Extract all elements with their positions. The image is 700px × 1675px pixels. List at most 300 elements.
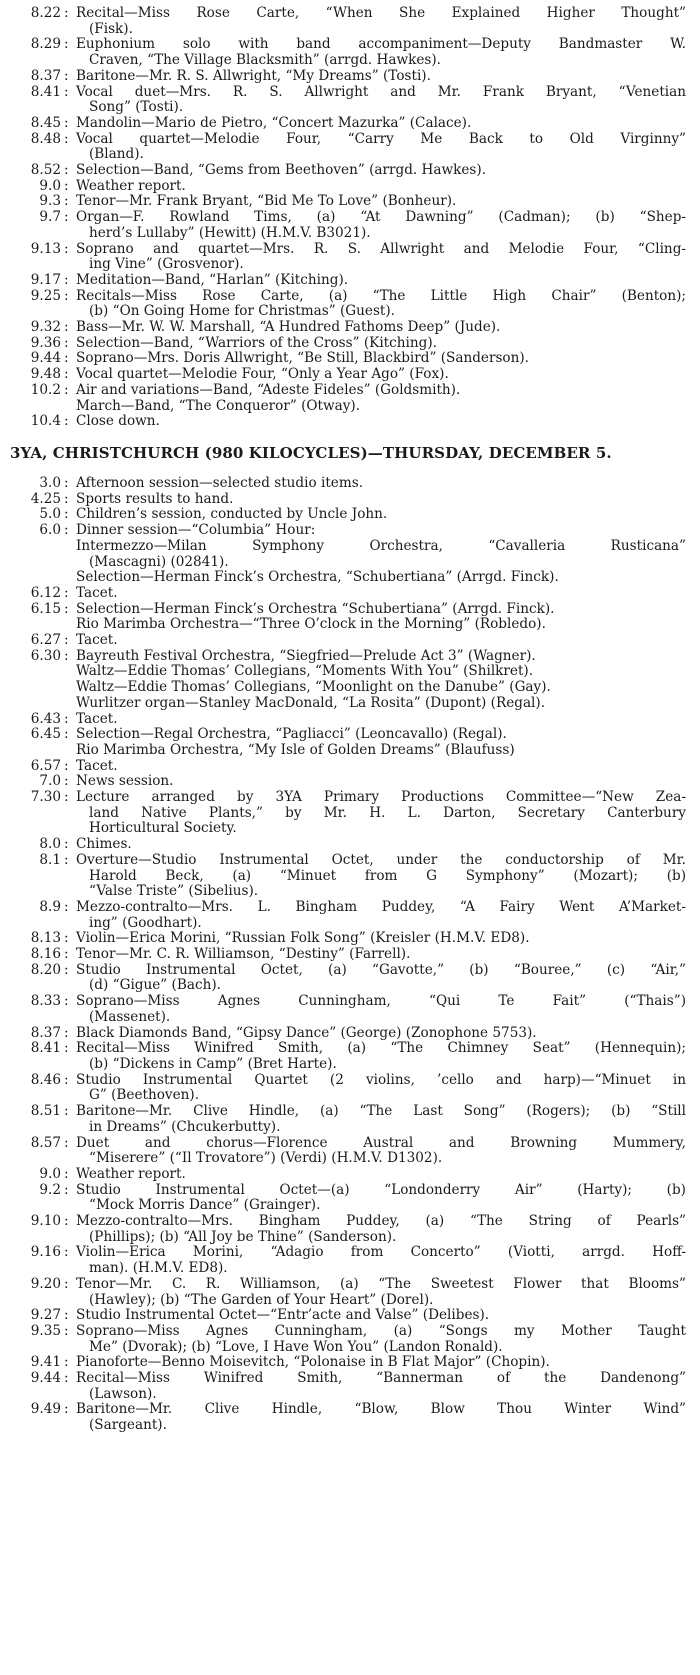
time-separator: : <box>64 1181 69 1198</box>
time-separator: : <box>64 1040 69 1057</box>
entry-time: 9.7 <box>39 209 61 226</box>
entry-description <box>76 1371 686 1402</box>
time-separator: : <box>64 1401 69 1418</box>
programme-entry <box>10 507 686 523</box>
entry-description <box>76 790 686 837</box>
time-separator: : <box>64 490 69 507</box>
entry-line: Tacet. <box>76 710 118 727</box>
entry-line: Recital—Miss Rose Carte, “When She Explained Higher Thought” <box>76 5 686 21</box>
entry-line: Mandolin—Mario de Pietro, “Concert Mazurka” (Calace). <box>76 114 472 131</box>
entry-line: Studio Instrumental Octet, (a) “Gavotte,” (b) “Bouree,” (c) “Air,” <box>76 961 686 978</box>
time-separator: : <box>64 319 69 336</box>
entry-time: 8.41 <box>30 1040 61 1057</box>
entry-description <box>76 37 686 68</box>
entry-description <box>76 1183 686 1214</box>
entry-time: 9.36 <box>30 334 61 351</box>
entry-time: 7.0 <box>39 773 61 790</box>
time-separator: : <box>64 1165 69 1182</box>
entry-line: Overture—Studio Instrumental Octet, under the conductorship of Mr. <box>76 851 686 868</box>
entry-description <box>76 492 686 508</box>
entry-description <box>76 507 686 523</box>
entry-line: G” (Beethoven). <box>89 1087 200 1104</box>
entry-description <box>76 1277 686 1308</box>
entry-line: Lecture arranged by 3YA Primary Productions Committee—“New Zea- <box>76 789 686 806</box>
programme-entry <box>10 1324 686 1355</box>
entry-time: 6.43 <box>30 710 61 727</box>
entry-time: 8.41 <box>30 83 61 100</box>
entry-time: 9.27 <box>30 1307 61 1324</box>
time-separator: : <box>64 773 69 790</box>
programme-entry <box>10 994 686 1025</box>
programme-entry <box>10 790 686 837</box>
entry-line: Selection—Herman Finck’s Orchestra “Schubertiana” (Arrgd. Finck). <box>76 600 555 617</box>
entry-line: Horticultural Society. <box>89 820 237 837</box>
entry-description <box>76 351 686 367</box>
programme-entry <box>10 210 686 241</box>
programme-entry <box>10 273 686 289</box>
entry-line: Euphonium solo with band accompaniment—Deputy Bandmaster W. <box>76 36 686 53</box>
programme-entry <box>10 1355 686 1371</box>
entry-line: Organ—F. Rowland Tims, (a) “At Dawning” (Cadman); (b) “Shep- <box>76 209 686 226</box>
entry-time: 9.13 <box>30 240 61 257</box>
entry-description <box>76 602 686 633</box>
entry-line: (Bland). <box>89 146 144 163</box>
entry-time: 9.44 <box>30 350 61 367</box>
entry-description <box>76 6 686 37</box>
entry-line: ing Vine” (Grosvenor). <box>89 256 244 273</box>
entry-time: 9.32 <box>30 319 61 336</box>
entry-time: 9.49 <box>30 1401 61 1418</box>
entry-line: Recital—Miss Winifred Smith, (a) “The Chimney Seat” (Hennequin); <box>76 1040 686 1057</box>
entry-line: Studio Instrumental Quartet (2 violins, ’cello and harp)—“Minuet in <box>76 1071 686 1088</box>
entry-line: Duet and chorus—Florence Austral and Browning Mummery, <box>76 1134 686 1151</box>
programme-entry <box>10 900 686 931</box>
entry-time: 9.16 <box>30 1244 61 1261</box>
entry-time: 6.57 <box>30 757 61 774</box>
entry-line: Tenor—Mr. C. R. Williamson, “Destiny” (Farrell). <box>76 946 411 963</box>
programme-entry <box>10 602 686 633</box>
entry-time: 9.3 <box>39 193 61 210</box>
entry-time: 6.27 <box>30 632 61 649</box>
entry-time: 8.22 <box>30 5 61 21</box>
entry-description <box>76 1104 686 1135</box>
entry-line: (b) “On Going Home for Christmas” (Guest). <box>89 303 396 320</box>
entry-description <box>76 900 686 931</box>
entry-line: Baritone—Mr. R. S. Allwright, “My Dreams” (Tosti). <box>76 67 431 84</box>
entry-time: 3.0 <box>39 474 61 491</box>
entry-line: Air and variations—Band, “Adeste Fideles” (Goldsmith). <box>76 381 461 398</box>
entry-time: 8.16 <box>30 946 61 963</box>
entry-description <box>76 414 686 430</box>
entry-description <box>76 163 686 179</box>
entry-line: (Fisk). <box>89 20 133 37</box>
time-separator: : <box>64 851 69 868</box>
programme-entry <box>10 931 686 947</box>
entry-description <box>76 1308 686 1324</box>
time-separator: : <box>64 930 69 947</box>
entry-time: 8.37 <box>30 67 61 84</box>
programme-entry <box>10 242 686 273</box>
time-separator: : <box>64 632 69 649</box>
programme-entry <box>10 963 686 994</box>
programme-entry <box>10 1371 686 1402</box>
programme-entry <box>10 132 686 163</box>
entry-description <box>76 994 686 1025</box>
entry-description <box>76 1136 686 1167</box>
programme-entry <box>10 712 686 728</box>
entry-time: 6.15 <box>30 600 61 617</box>
programme-entry <box>10 1026 686 1042</box>
entry-line: March—Band, “The Conqueror” (Otway). <box>76 397 361 414</box>
entry-time: 8.37 <box>30 1024 61 1041</box>
entry-time: 8.20 <box>30 961 61 978</box>
time-separator: : <box>64 240 69 257</box>
entry-description <box>76 523 686 586</box>
programme-entry <box>10 1183 686 1214</box>
time-separator: : <box>64 5 69 21</box>
entry-line: in Dreams” (Chcukerbutty). <box>89 1118 281 1135</box>
entry-line: Vocal quartet—Melodie Four, “Carry Me Back to Old Virginny” <box>76 130 686 147</box>
entry-time: 9.25 <box>30 287 61 304</box>
entry-line: Mezzo-contralto—Mrs. Bingham Puddey, (a) “The String of Pearls” <box>76 1213 686 1230</box>
entry-line: Tenor—Mr. Frank Bryant, “Bid Me To Love” (Bonheur). <box>76 193 457 210</box>
time-separator: : <box>64 130 69 147</box>
entry-description <box>76 242 686 273</box>
time-separator: : <box>64 1071 69 1088</box>
programme-entry <box>10 476 686 492</box>
entry-line: Selection—Regal Orchestra, “Pagliacci” (Leoncavallo) (Regal). <box>76 726 507 743</box>
time-separator: : <box>64 993 69 1010</box>
entry-line: Song” (Tosti). <box>89 99 184 116</box>
entry-time: 8.57 <box>30 1134 61 1151</box>
time-separator: : <box>64 898 69 915</box>
entry-line: Wurlitzer organ—Stanley MacDonald, “La Rosita” (Dupont) (Regal). <box>76 694 546 711</box>
entry-description <box>76 759 686 775</box>
entry-line: Afternoon session—selected studio items. <box>76 474 364 491</box>
entry-line: (Hawley); (b) “The Garden of Your Heart” (Dorel). <box>89 1291 434 1308</box>
entry-description <box>76 963 686 994</box>
programme-entry <box>10 414 686 430</box>
entry-description <box>76 837 686 853</box>
programme-entry <box>10 853 686 900</box>
entry-description <box>76 1355 686 1371</box>
entry-line: Children’s session, conducted by Uncle John. <box>76 506 388 523</box>
entry-description <box>76 194 686 210</box>
entry-line: (Phillips); (b) “All Joy be Thine” (Sanderson). <box>89 1228 397 1245</box>
entry-description <box>76 1073 686 1104</box>
entry-line: Craven, “The Village Blacksmith” (arrgd. Hawkes). <box>89 52 441 69</box>
entry-description <box>76 85 686 116</box>
programme-entry <box>10 947 686 963</box>
time-separator: : <box>64 789 69 806</box>
entry-description <box>76 1167 686 1183</box>
programme-entry <box>10 116 686 132</box>
programme-entry <box>10 6 686 37</box>
entry-line: (Lawson). <box>89 1385 157 1402</box>
time-separator: : <box>64 83 69 100</box>
entry-line: Me” (Dvorak); (b) “Love, I Have Won You” (Landon Ronald). <box>89 1338 503 1355</box>
programme-entry <box>10 649 686 712</box>
entry-line: Waltz—Eddie Thomas’ Collegians, “Moonlight on the Danube” (Gay). <box>76 679 551 696</box>
entry-time: 7.30 <box>30 789 61 806</box>
entry-line: Tacet. <box>76 632 118 649</box>
entry-description <box>76 712 686 728</box>
entry-line: News session. <box>76 773 174 790</box>
time-separator: : <box>64 271 69 288</box>
programme-entry <box>10 1041 686 1072</box>
programme-list-section-two <box>10 476 686 1434</box>
entry-line: (Mascagni) (02841). <box>89 553 229 570</box>
programme-entry <box>10 1136 686 1167</box>
entry-line: Bass—Mr. W. W. Marshall, “A Hundred Fathoms Deep” (Jude). <box>76 319 501 336</box>
entry-description <box>76 132 686 163</box>
programme-entry <box>10 69 686 85</box>
time-separator: : <box>64 600 69 617</box>
programme-entry <box>10 1277 686 1308</box>
entry-description <box>76 586 686 602</box>
entry-line: Intermezzo—Milan Symphony Orchestra, “Cavalleria Rusticana” <box>76 537 686 554</box>
entry-time: 6.45 <box>30 726 61 743</box>
programme-entry <box>10 85 686 116</box>
entry-line: (b) “Dickens in Camp” (Bret Harte). <box>89 1056 337 1072</box>
time-separator: : <box>64 1354 69 1371</box>
entry-description <box>76 179 686 195</box>
programme-entry <box>10 336 686 352</box>
station-heading: 3YA, CHRISTCHURCH (980 KILOCYCLES)—THURSDAY, DECEMBER 5. <box>10 443 612 462</box>
entry-description <box>76 383 686 414</box>
programme-entry <box>10 759 686 775</box>
programme-entry <box>10 1308 686 1324</box>
entry-line: Mezzo-contralto—Mrs. L. Bingham Puddey, “A Fairy Went A’Market- <box>76 898 686 915</box>
programme-entry <box>10 1073 686 1104</box>
entry-description <box>76 367 686 383</box>
time-separator: : <box>64 1307 69 1324</box>
time-separator: : <box>64 506 69 523</box>
entry-line: Harold Beck, (a) “Minuet from G Symphony” (Mozart); (b) <box>89 867 686 884</box>
programme-entry <box>10 194 686 210</box>
time-separator: : <box>64 474 69 491</box>
entry-description <box>76 947 686 963</box>
programme-entry <box>10 289 686 320</box>
time-separator: : <box>64 177 69 194</box>
time-separator: : <box>64 193 69 210</box>
time-separator: : <box>64 1024 69 1041</box>
programme-entry <box>10 1167 686 1183</box>
entry-time: 8.13 <box>30 930 61 947</box>
entry-line: Pianoforte—Benno Moisevitch, “Polonaise in B Flat Major” (Chopin). <box>76 1354 550 1371</box>
entry-time: 9.48 <box>30 366 61 383</box>
entry-line: Dinner session—“Columbia” Hour: <box>76 522 316 539</box>
entry-time: 8.51 <box>30 1103 61 1120</box>
time-separator: : <box>64 366 69 383</box>
entry-description <box>76 774 686 790</box>
entry-line: Bayreuth Festival Orchestra, “Siegfried—Prelude Act 3” (Wagner). <box>76 647 536 664</box>
entry-time: 8.29 <box>30 36 61 53</box>
entry-description <box>76 649 686 712</box>
entry-line: Violin—Erica Morini, “Russian Folk Song” (Kreisler (H.M.V. ED8). <box>76 930 530 947</box>
programme-entry <box>10 1245 686 1276</box>
entry-line: Weather report. <box>76 1165 186 1182</box>
programme-entry <box>10 633 686 649</box>
entry-time: 8.33 <box>30 993 61 1010</box>
entry-line: Violin—Erica Morini, “Adagio from Concerto” (Viotti, arrgd. Hoff- <box>76 1244 686 1261</box>
time-separator: : <box>64 1370 69 1387</box>
programme-entry <box>10 727 686 758</box>
time-separator: : <box>64 114 69 131</box>
entry-description <box>76 1214 686 1245</box>
entry-description <box>76 1324 686 1355</box>
entry-time: 8.9 <box>39 898 61 915</box>
time-separator: : <box>64 1322 69 1339</box>
entry-time: 8.0 <box>39 836 61 853</box>
entry-line: Baritone—Mr. Clive Hindle, “Blow, Blow Thou Winter Wind” <box>76 1401 686 1418</box>
time-separator: : <box>64 162 69 179</box>
entry-time: 9.41 <box>30 1354 61 1371</box>
entry-time: 9.44 <box>30 1370 61 1387</box>
time-separator: : <box>64 1103 69 1120</box>
entry-line: (Sargeant). <box>89 1417 167 1434</box>
entry-line: Recital—Miss Winifred Smith, “Bannerman of the Dandenong” <box>76 1370 686 1387</box>
entry-line: Recitals—Miss Rose Carte, (a) “The Little High Chair” (Benton); <box>76 287 686 304</box>
entry-line: Waltz—Eddie Thomas’ Collegians, “Moments With You” (Shilkret). <box>76 663 534 680</box>
entry-description <box>76 853 686 900</box>
entry-time: 10.4 <box>30 413 61 430</box>
entry-time: 9.10 <box>30 1213 61 1230</box>
entry-line: Studio Instrumental Octet—“Entr’acte and Valse” (Delibes). <box>76 1307 490 1324</box>
time-separator: : <box>64 647 69 664</box>
programme-entry <box>10 837 686 853</box>
time-separator: : <box>64 946 69 963</box>
entry-line: (d) “Gigue” (Bach). <box>89 977 221 994</box>
time-separator: : <box>64 334 69 351</box>
entry-line: “Mock Morris Dance” (Grainger). <box>89 1197 321 1214</box>
entry-time: 5.0 <box>39 506 61 523</box>
entry-description <box>76 1245 686 1276</box>
time-separator: : <box>64 36 69 53</box>
entry-line: ing” (Goodhart). <box>89 914 202 931</box>
entry-description <box>76 931 686 947</box>
entry-description <box>76 336 686 352</box>
entry-line: Soprano—Miss Agnes Cunningham, “Qui Te Fait” (“Thais”) <box>76 993 686 1010</box>
programme-entry <box>10 351 686 367</box>
programme-entry <box>10 179 686 195</box>
entry-time: 8.45 <box>30 114 61 131</box>
entry-time: 6.30 <box>30 647 61 664</box>
entry-line: herd’s Lullaby” (Hewitt) (H.M.V. B3021). <box>89 224 371 241</box>
entry-description <box>76 727 686 758</box>
programme-entry <box>10 37 686 68</box>
programme-entry <box>10 1104 686 1135</box>
entry-description <box>76 1026 686 1042</box>
entry-line: “Valse Triste” (Sibelius). <box>89 883 259 900</box>
entry-line: Soprano and quartet—Mrs. R. S. Allwright and Melodie Four, “Cling- <box>76 240 686 257</box>
programme-entry <box>10 1402 686 1433</box>
entry-description <box>76 69 686 85</box>
programme-entry <box>10 163 686 179</box>
entry-time: 9.0 <box>39 177 61 194</box>
time-separator: : <box>64 287 69 304</box>
time-separator: : <box>64 584 69 601</box>
entry-line: land Native Plants,” by Mr. H. L. Darton, Secretary Canterbury <box>89 804 686 821</box>
entry-line: Selection—Band, “Gems from Beethoven” (arrgd. Hawkes). <box>76 162 487 179</box>
time-separator: : <box>64 381 69 398</box>
time-separator: : <box>64 836 69 853</box>
entry-line: Soprano—Miss Agnes Cunningham, (a) “Songs my Mother Taught <box>76 1322 686 1339</box>
entry-line: Rio Marimba Orchestra—“Three O’clock in the Morning” (Robledo). <box>76 616 546 633</box>
time-separator: : <box>64 350 69 367</box>
entry-time: 8.52 <box>30 162 61 179</box>
entry-time: 9.2 <box>39 1181 61 1198</box>
entry-line: man). (H.M.V. ED8). <box>89 1260 228 1277</box>
entry-time: 9.35 <box>30 1322 61 1339</box>
time-separator: : <box>64 757 69 774</box>
entry-description <box>76 1041 686 1072</box>
entry-line: Vocal duet—Mrs. R. S. Allwright and Mr. Frank Bryant, “Venetian <box>76 83 686 100</box>
programme-entry <box>10 320 686 336</box>
time-separator: : <box>64 1244 69 1261</box>
time-separator: : <box>64 961 69 978</box>
programme-entry <box>10 586 686 602</box>
entry-line: Black Diamonds Band, “Gipsy Dance” (George) (Zonophone 5753). <box>76 1024 537 1041</box>
time-separator: : <box>64 413 69 430</box>
entry-line: Weather report. <box>76 177 186 194</box>
programme-list-section-one <box>10 6 686 430</box>
entry-description <box>76 633 686 649</box>
entry-line: Vocal quartet—Melodie Four, “Only a Year Ago” (Fox). <box>76 366 449 383</box>
time-separator: : <box>64 209 69 226</box>
entry-line: Tacet. <box>76 757 118 774</box>
time-separator: : <box>64 522 69 539</box>
entry-line: (Massenet). <box>89 1008 171 1025</box>
programme-entry <box>10 367 686 383</box>
entry-time: 9.0 <box>39 1165 61 1182</box>
time-separator: : <box>64 1213 69 1230</box>
entry-description <box>76 210 686 241</box>
programme-entry <box>10 1214 686 1245</box>
entry-description <box>76 273 686 289</box>
entry-description <box>76 476 686 492</box>
entry-line: Chimes. <box>76 836 132 853</box>
entry-time: 4.25 <box>30 490 61 507</box>
programme-entry <box>10 774 686 790</box>
entry-description <box>76 116 686 132</box>
entry-line: Selection—Herman Finck’s Orchestra, “Schubertiana” (Arrgd. Finck). <box>76 569 559 586</box>
entry-line: Studio Instrumental Octet—(a) “Londonderry Air” (Harty); (b) <box>76 1181 686 1198</box>
entry-time: 8.1 <box>39 851 61 868</box>
entry-line: Selection—Band, “Warriors of the Cross” (Kitching). <box>76 334 437 351</box>
entry-time: 8.46 <box>30 1071 61 1088</box>
programme-entry <box>10 523 686 586</box>
programme-entry <box>10 383 686 414</box>
entry-line: Close down. <box>76 413 160 430</box>
time-separator: : <box>64 710 69 727</box>
entry-line: Baritone—Mr. Clive Hindle, (a) “The Last Song” (Rogers); (b) “Still <box>76 1103 686 1120</box>
programme-entry <box>10 492 686 508</box>
entry-line: Rio Marimba Orchestra, “My Isle of Golden Dreams” (Blaufuss) <box>76 741 515 758</box>
entry-time: 9.17 <box>30 271 61 288</box>
time-separator: : <box>64 67 69 84</box>
entry-line: Tenor—Mr. C. R. Williamson, (a) “The Sweetest Flower that Blooms” <box>76 1275 686 1292</box>
entry-description <box>76 1402 686 1433</box>
entry-line: Tacet. <box>76 584 118 601</box>
entry-time: 8.48 <box>30 130 61 147</box>
entry-line: Soprano—Mrs. Doris Allwright, “Be Still, Blackbird” (Sanderson). <box>76 350 529 367</box>
entry-time: 10.2 <box>30 381 61 398</box>
entry-line: Sports results to hand. <box>76 490 234 507</box>
entry-line: “Miserere” (“Il Trovatore”) (Verdi) (H.M.V. D1302). <box>89 1150 443 1167</box>
entry-time: 9.20 <box>30 1275 61 1292</box>
time-separator: : <box>64 726 69 743</box>
